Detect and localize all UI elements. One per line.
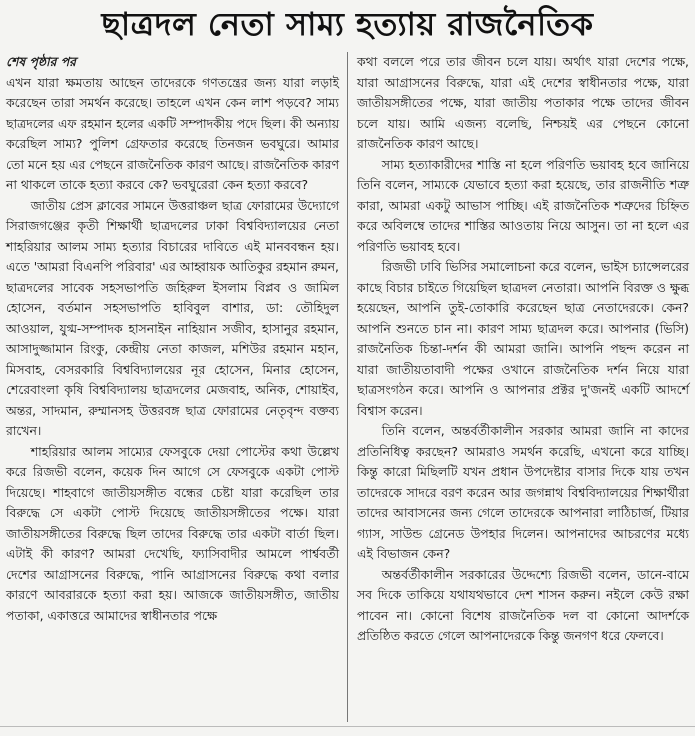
paragraph: শাহরিয়ার আলম সাম্যের ফেসবুকে দেয়া পোস্টের কথা উল্লেখ করে রিজভী বলেন, কয়েক দিন আগে সে ফেসবুকে একটা পোস্ট দিয়েছে। শাহবাগে জাতীয়সঙ্গীত বন্ধের চেষ্টা যারা করেছিল তার বিরুদ্ধে সে একটা পোস্ট দিয়েছে জাতীয়সঙ্গীতের পক্ষে। যারা জাতীয়সঙ্গীতের বিরুদ্ধে ছিল তাদের বিরুদ্ধে তার একটা বার্তা ছিল। এটাই কী কারণ? আমরা দেখেছি, ফ্যাসিবাদীর আমলে পার্শ্ববর্তী দেশের আগ্রাসনের বিরুদ্ধে, পানি আগ্রাসনের বিরুদ্ধে কথা বলার কারণে আবরারকে হত্যা করা হয়। আজকে জাতীয়সঙ্গীত, জাতীয় পতাকা, একাত্তরে আমাদের স্বাধীনতার পক্ষে [6,443,339,623]
article-column-right [357,52,689,647]
paragraph: জাতীয় প্রেস ক্লাবের সামনে উত্তরাঞ্চল ছাত্র ফোরামের উদ্যোগে সিরাজগঞ্জের কৃতী শিক্ষার্থী ছাত্রদলের ঢাকা বিশ্ববিদ্যালয়ের নেতা শাহরিয়ার আলম সাম্য হত্যার বিচারের দাবিতে এই মানববন্ধন হয়। এতে 'আমরা বিএনপি পরিবার' এর আহ্বায়ক আতিকুর রহমান রুমন, ছাত্রদলের সাবেক সহসভাপতি জহিরুল ইসলাম বিপ্লব ও জামিল হোসেন, বর্তমান সহসভাপতি হাবিবুল বাশার, ডা: তৌহিদুল আওয়াল, যুগ্ম-সম্পাদক হাসনাইন নাহিয়ান সজীব, হাসানুর রহমান, আসাদুজ্জামান রিংকু, কেন্দ্রীয় নেতা কাজল, মশিউর রহমান মহান, মিসবাহ, বেসরকারি বিশ্ববিদ্যালয়ের নূর হোসেন, মিনার হোসেন, শেরেবাংলা কৃষি বিশ্ববিদ্যালয় ছাত্রদলের মেজবাহ, অনিক, শোয়াইব, অন্তর, সাদমান, রুম্মানসহ উত্তরবঙ্গ ছাত্র ফোরামের নেতৃবৃন্দ বক্তব্য রাখেন। [6,197,339,438]
paragraph: কথা বললে পরে তার জীবন চলে যায়। অর্থাৎ যারা দেশের পক্ষে, যারা আগ্রাসনের বিরুদ্ধে, যারা এই দেশের স্বাধীনতার পক্ষে, যারা জাতীয়সঙ্গীতের পক্ষে, যারা জাতীয় পতাকার পক্ষে তাদের জীবন চলে যায়। আমি এজন্য বলেছি, নিশ্চয়ই এর পেছনে কোনো রাজনৈতিক কারণ আছে। [357,54,689,151]
paragraph: রিজভী ঢাবি ভিসির সমালোচনা করে বলেন, ভাইস চ্যান্সেলরের কাছে বিচার চাইতে গিয়েছিল ছাত্রদল নেতারা। আপনি বিরক্ত ও ক্ষুব্ধ হয়েছেন, আপনি তুই-তোকারি করেছেন ছাত্র নেতাদেরকে। কেন? আপনি শুনতে চান না। কারণ সাম্য ছাত্রদল করে। আপনার (ভিসি) রাজনৈতিক চিন্তা-দর্শন কী আমরা জানি। আপনি পছন্দ করেন না যারা জাতীয়তাবাদী পক্ষের ওখানে রাজনৈতিক দর্শন নিয়ে যারা ছাত্রসংগঠন করে। আপনি ও আপনার প্রক্টর দু'জনই একটি আদর্শে বিশ্বাস করেন। [357,259,689,418]
bottom-rule [0,726,695,727]
paragraph: সাম্য হত্যাকারীদের শাস্তি না হলে পরিণতি ভয়াবহ হবে জানিয়ে তিনি বলেন, সাম্যকে যেভাবে হত্যা করা হয়েছে, তার রাজনীতি শত্রু কারা, আমরা একটু আভাস পাচ্ছি। এই রাজনৈতিক শত্রুদের চিহ্নিত করে অবিলম্বে তাদের শাস্তির আওতায় নিয়ে আসুন। তা না হলে এর পরিণতি ভয়াবহ হবে। [357,156,689,254]
dateline: শেষ পৃষ্ঠার পর [6,54,76,69]
column-divider [347,52,348,722]
headline: ছাত্রদল নেতা সাম্য হত্যায় রাজনৈতিক [101,5,594,43]
paragraph: এখন যারা ক্ষমতায় আছেন তাদেরকে গণতন্ত্রের জন্য যারা লড়াই করেছেন তারা সমর্থন করেছে। তাহলে এখন কেন লাশ পড়বে? সাম্য ছাত্রদলের এফ রহমান হলের একটি সম্পাদকীয় পদে ছিল। কী অন্যায় করেছিল সাম্য? পুলিশ গ্রেফতার করেছে তিনজন ভবঘুরে। আমার তো মনে হয় এর পেছনে রাজনৈতিক কারণ আছে। রাজনৈতিক কারণ না থাকলে তাকে হত্যা করবে কে? ভবঘুরেরা কেন হত্যা করবে? [6,74,339,192]
article-column-left [6,52,339,626]
paragraph: অন্তর্বর্তীকালীন সরকারের উদ্দেশ্যে রিজভী বলেন, ডানে-বামে সব দিকে তাকিয়ে যথাযথভাবে দেশ শাসন করুন। নইলে কেউ রক্ষা পাবেন না। কোনো বিশেষ রাজনৈতিক দল বা কোনো আদর্শকে প্রতিষ্ঠিত করতে গেলে আপনাদেরকে কিন্তু জনগণ ধরে ফেলবে। [357,566,689,643]
paragraph: তিনি বলেন, অন্তর্বর্তীকালীন সরকার আমরা জানি না কাদের প্রতিনিধিত্ব করছেন? আমরাও সমর্থন করেছি, এখনো করে যাচ্ছি। কিন্তু কারো মিছিলটি যখন প্রধান উপদেষ্টার বাসার দিকে যায় তখন তাদেরকে সাদরে বরণ করেন আর জগন্নাথ বিশ্ববিদ্যালয়ের শিক্ষার্থীরা তাদের আবাসনের জন্য গেলে তাদেরকে আপনারা লাঠিচার্জ, টিয়ার গ্যাস, সাউন্ড গ্রেনেড উপহার দিলেন। আপনাদের আচরণের মধ্যে এই বিভাজন কেন? [357,423,689,561]
